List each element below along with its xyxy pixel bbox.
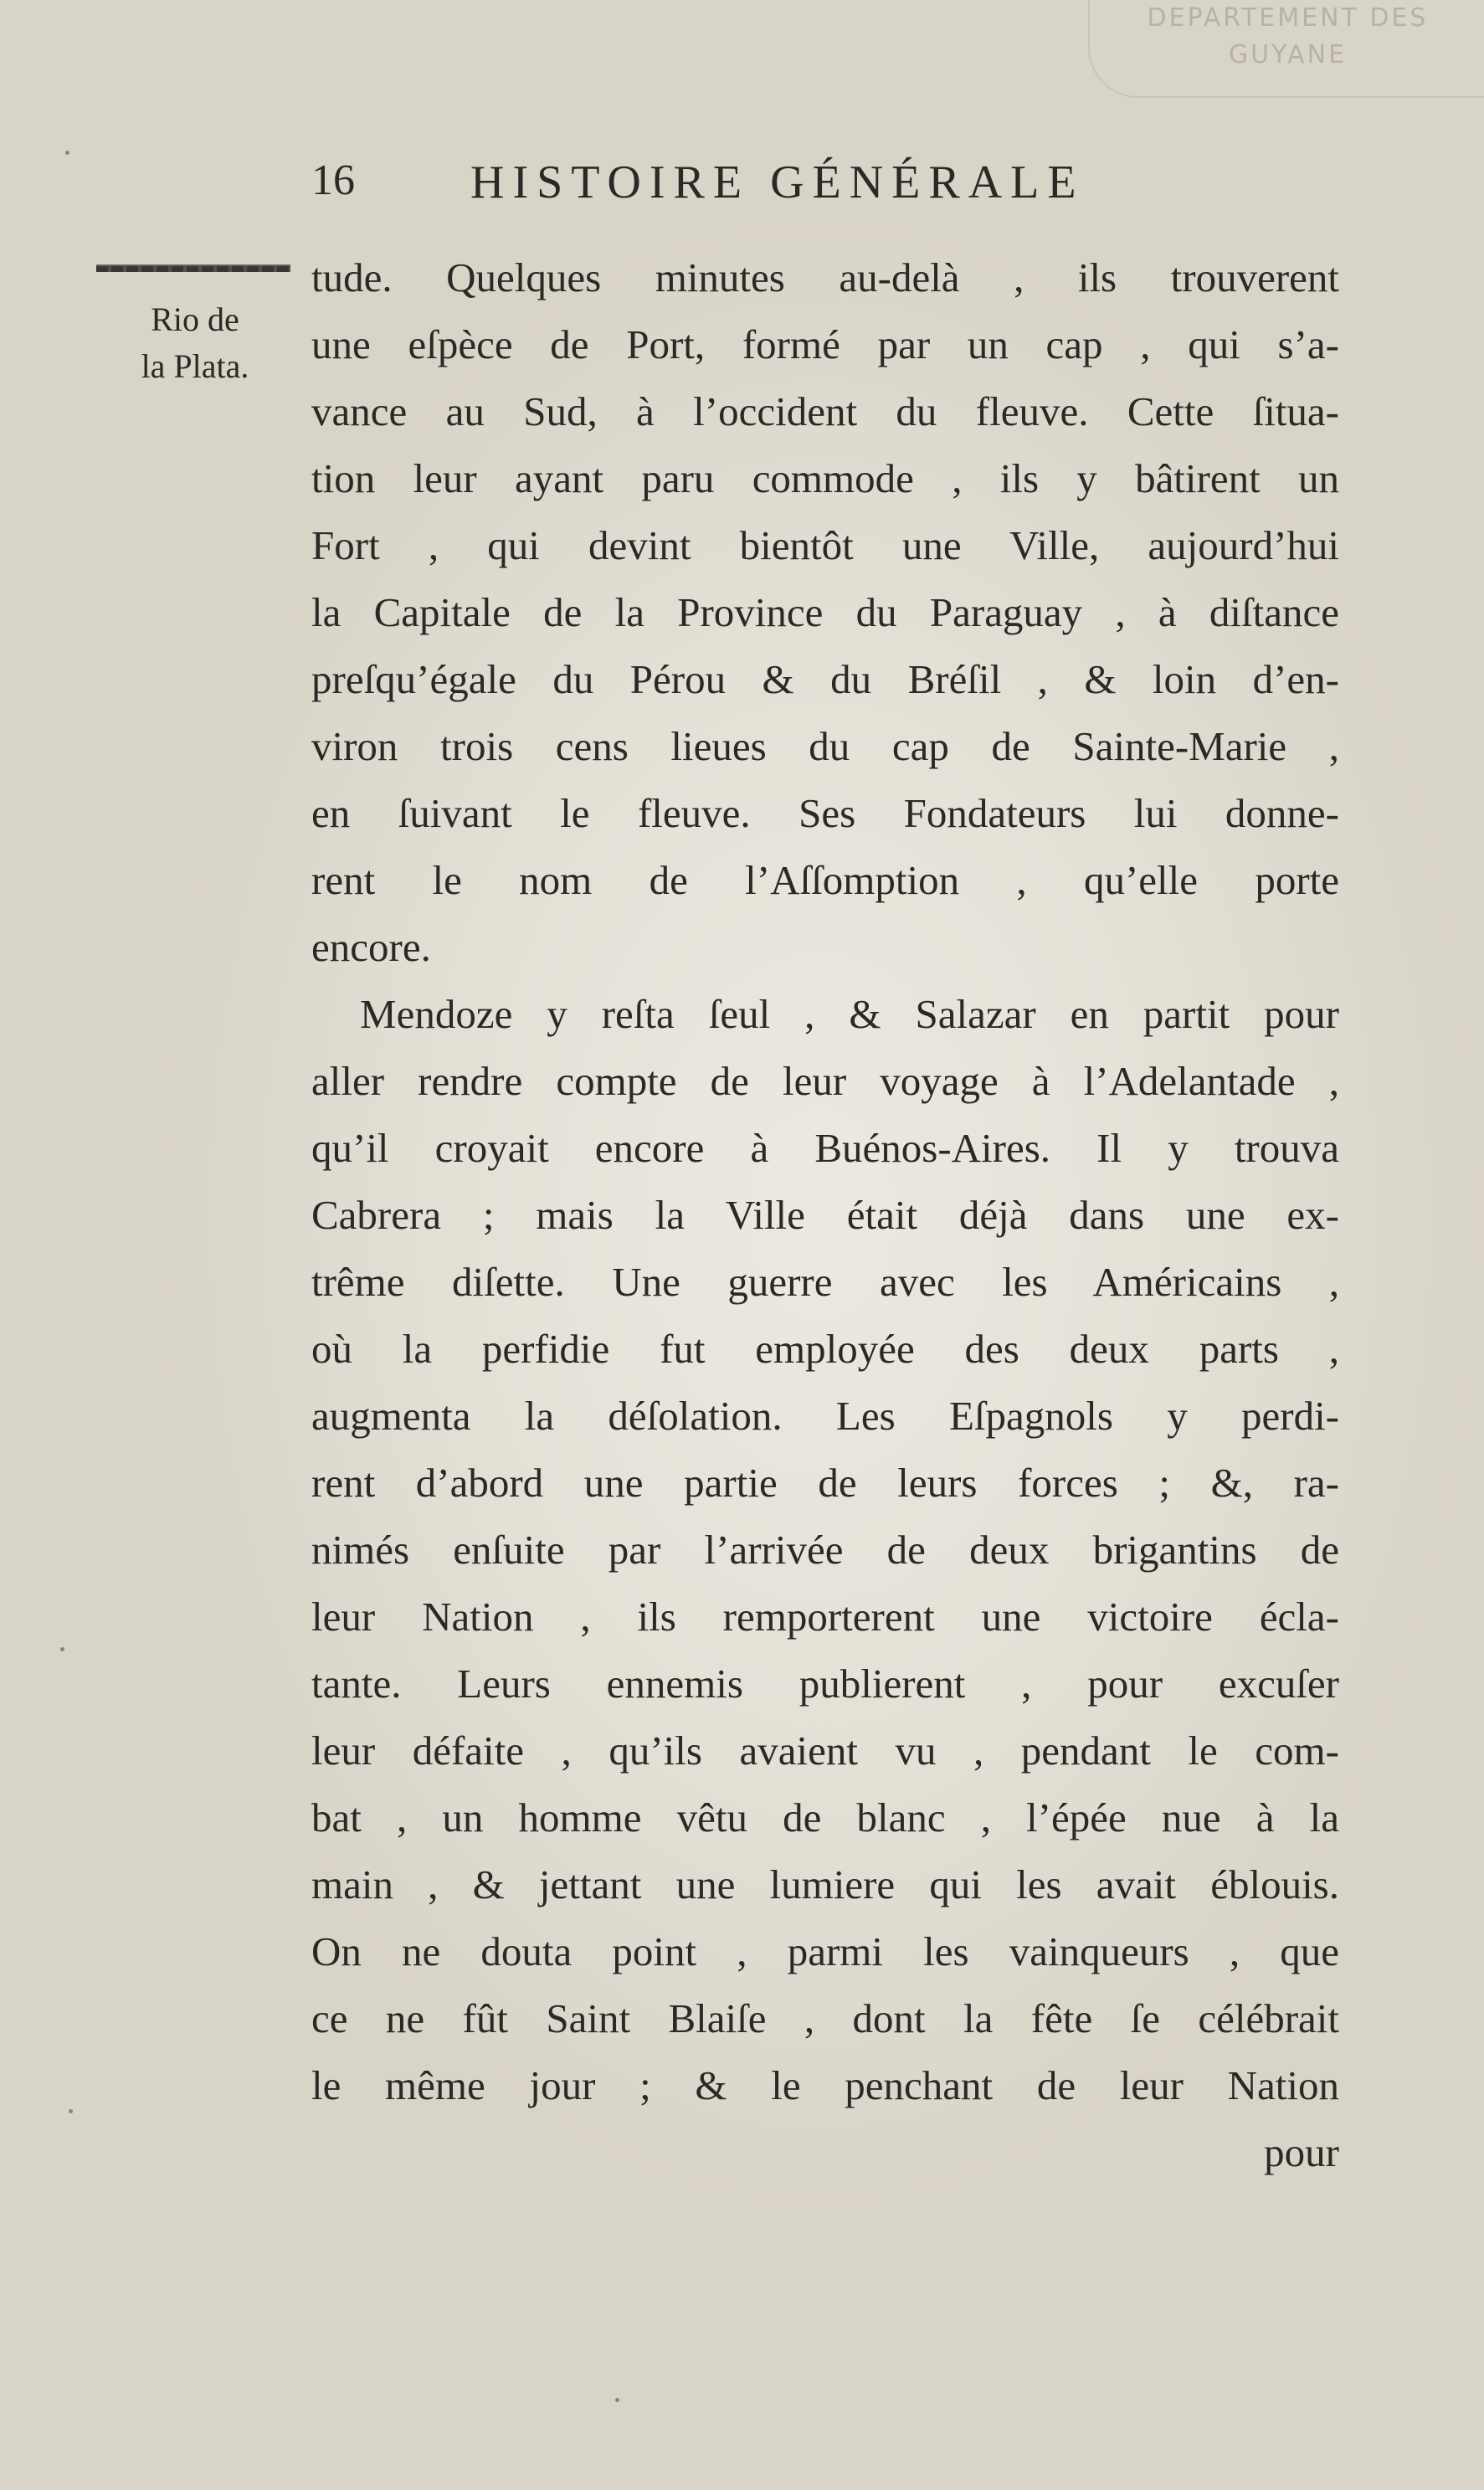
margin-note-line-2: la Plata.	[141, 347, 249, 385]
text-line: en ſuivant le fleuve. Ses Fondateurs lui donne-	[311, 790, 1339, 836]
text-line: leur défaite , qu’ils avaient vu , pendant le com-	[311, 1728, 1339, 1774]
text-line: ce ne fût Saint Blaiſe , dont la fête ſe célébrait	[311, 1995, 1339, 2041]
text-line: où la perfidie fut employée des deux parts ,	[311, 1326, 1339, 1372]
stamp-line-2: GUYANE	[1228, 40, 1348, 69]
text-line: encore.	[311, 924, 431, 970]
margin-note-line-1: Rio de	[151, 300, 239, 338]
text-line: main , & jettant une lumiere qui les avait éblouis.	[311, 1861, 1339, 1907]
text-line: aller rendre compte de leur voyage à l’Adelantade ,	[311, 1058, 1339, 1104]
text-line: trême diſette. Une guerre avec les Américains ,	[311, 1259, 1339, 1305]
text-line: bat , un homme vêtu de blanc , l’épée nue à la	[311, 1794, 1339, 1841]
library-stamp	[1088, 0, 1484, 98]
text-line: tante. Leurs ennemis publierent , pour excuſer	[311, 1661, 1339, 1707]
paragraph-first-line: Mendoze y reſta ſeul , & Salazar en partit pour	[360, 991, 1339, 1037]
text-line: tude. Quelques minutes au-delà , ils trouverent	[311, 254, 1339, 300]
text-line: une eſpèce de Port, formé par un cap , qui s’a-	[311, 321, 1339, 367]
paper-speck	[65, 151, 69, 155]
catchword: pour	[1264, 2129, 1339, 2175]
page-number: 16	[311, 157, 355, 204]
book-title: HISTOIRE GÉNÉRALE	[470, 157, 1085, 208]
margin-rule	[96, 264, 290, 272]
text-line: Cabrera ; mais la Ville était déjà dans une ex-	[311, 1192, 1339, 1238]
text-line: rent d’abord une partie de leurs forces ; &, ra-	[311, 1460, 1339, 1506]
text-line: Fort , qui devint bientôt une Ville, aujourd’hui	[311, 522, 1339, 568]
text-line: viron trois cens lieues du cap de Sainte-Marie ,	[311, 723, 1339, 769]
body-text	[311, 244, 1339, 2186]
text-line: la Capitale de la Province du Paraguay , à diſtance	[311, 589, 1339, 635]
text-line: preſqu’égale du Pérou & du Bréſil , & loin d’en-	[311, 656, 1339, 702]
text-line: qu’il croyait encore à Buénos-Aires. Il y trouva	[311, 1125, 1339, 1171]
text-line: augmenta la déſolation. Les Eſpagnols y perdi-	[311, 1393, 1339, 1439]
paper-speck	[60, 1647, 64, 1651]
stamp-line-1: DEPARTEMENT DES	[1147, 3, 1429, 33]
paper-speck	[615, 2398, 619, 2402]
text-line: tion leur ayant paru commode , ils y bâtirent un	[311, 455, 1339, 501]
text-line: le même jour ; & le penchant de leur Nation	[311, 2062, 1339, 2108]
text-line: leur Nation , ils remporterent une victoire écla-	[311, 1594, 1339, 1640]
text-line: vance au Sud, à l’occident du fleuve. Cette ſitua-	[311, 388, 1339, 434]
text-line: nimés enſuite par l’arrivée de deux brigantins de	[311, 1527, 1339, 1573]
paper-speck	[69, 2109, 73, 2113]
margin-note	[99, 296, 291, 390]
text-line: rent le nom de l’Aſſomption , qu’elle porte	[311, 857, 1339, 903]
text-line: On ne douta point , parmi les vainqueurs , que	[311, 1928, 1339, 1974]
